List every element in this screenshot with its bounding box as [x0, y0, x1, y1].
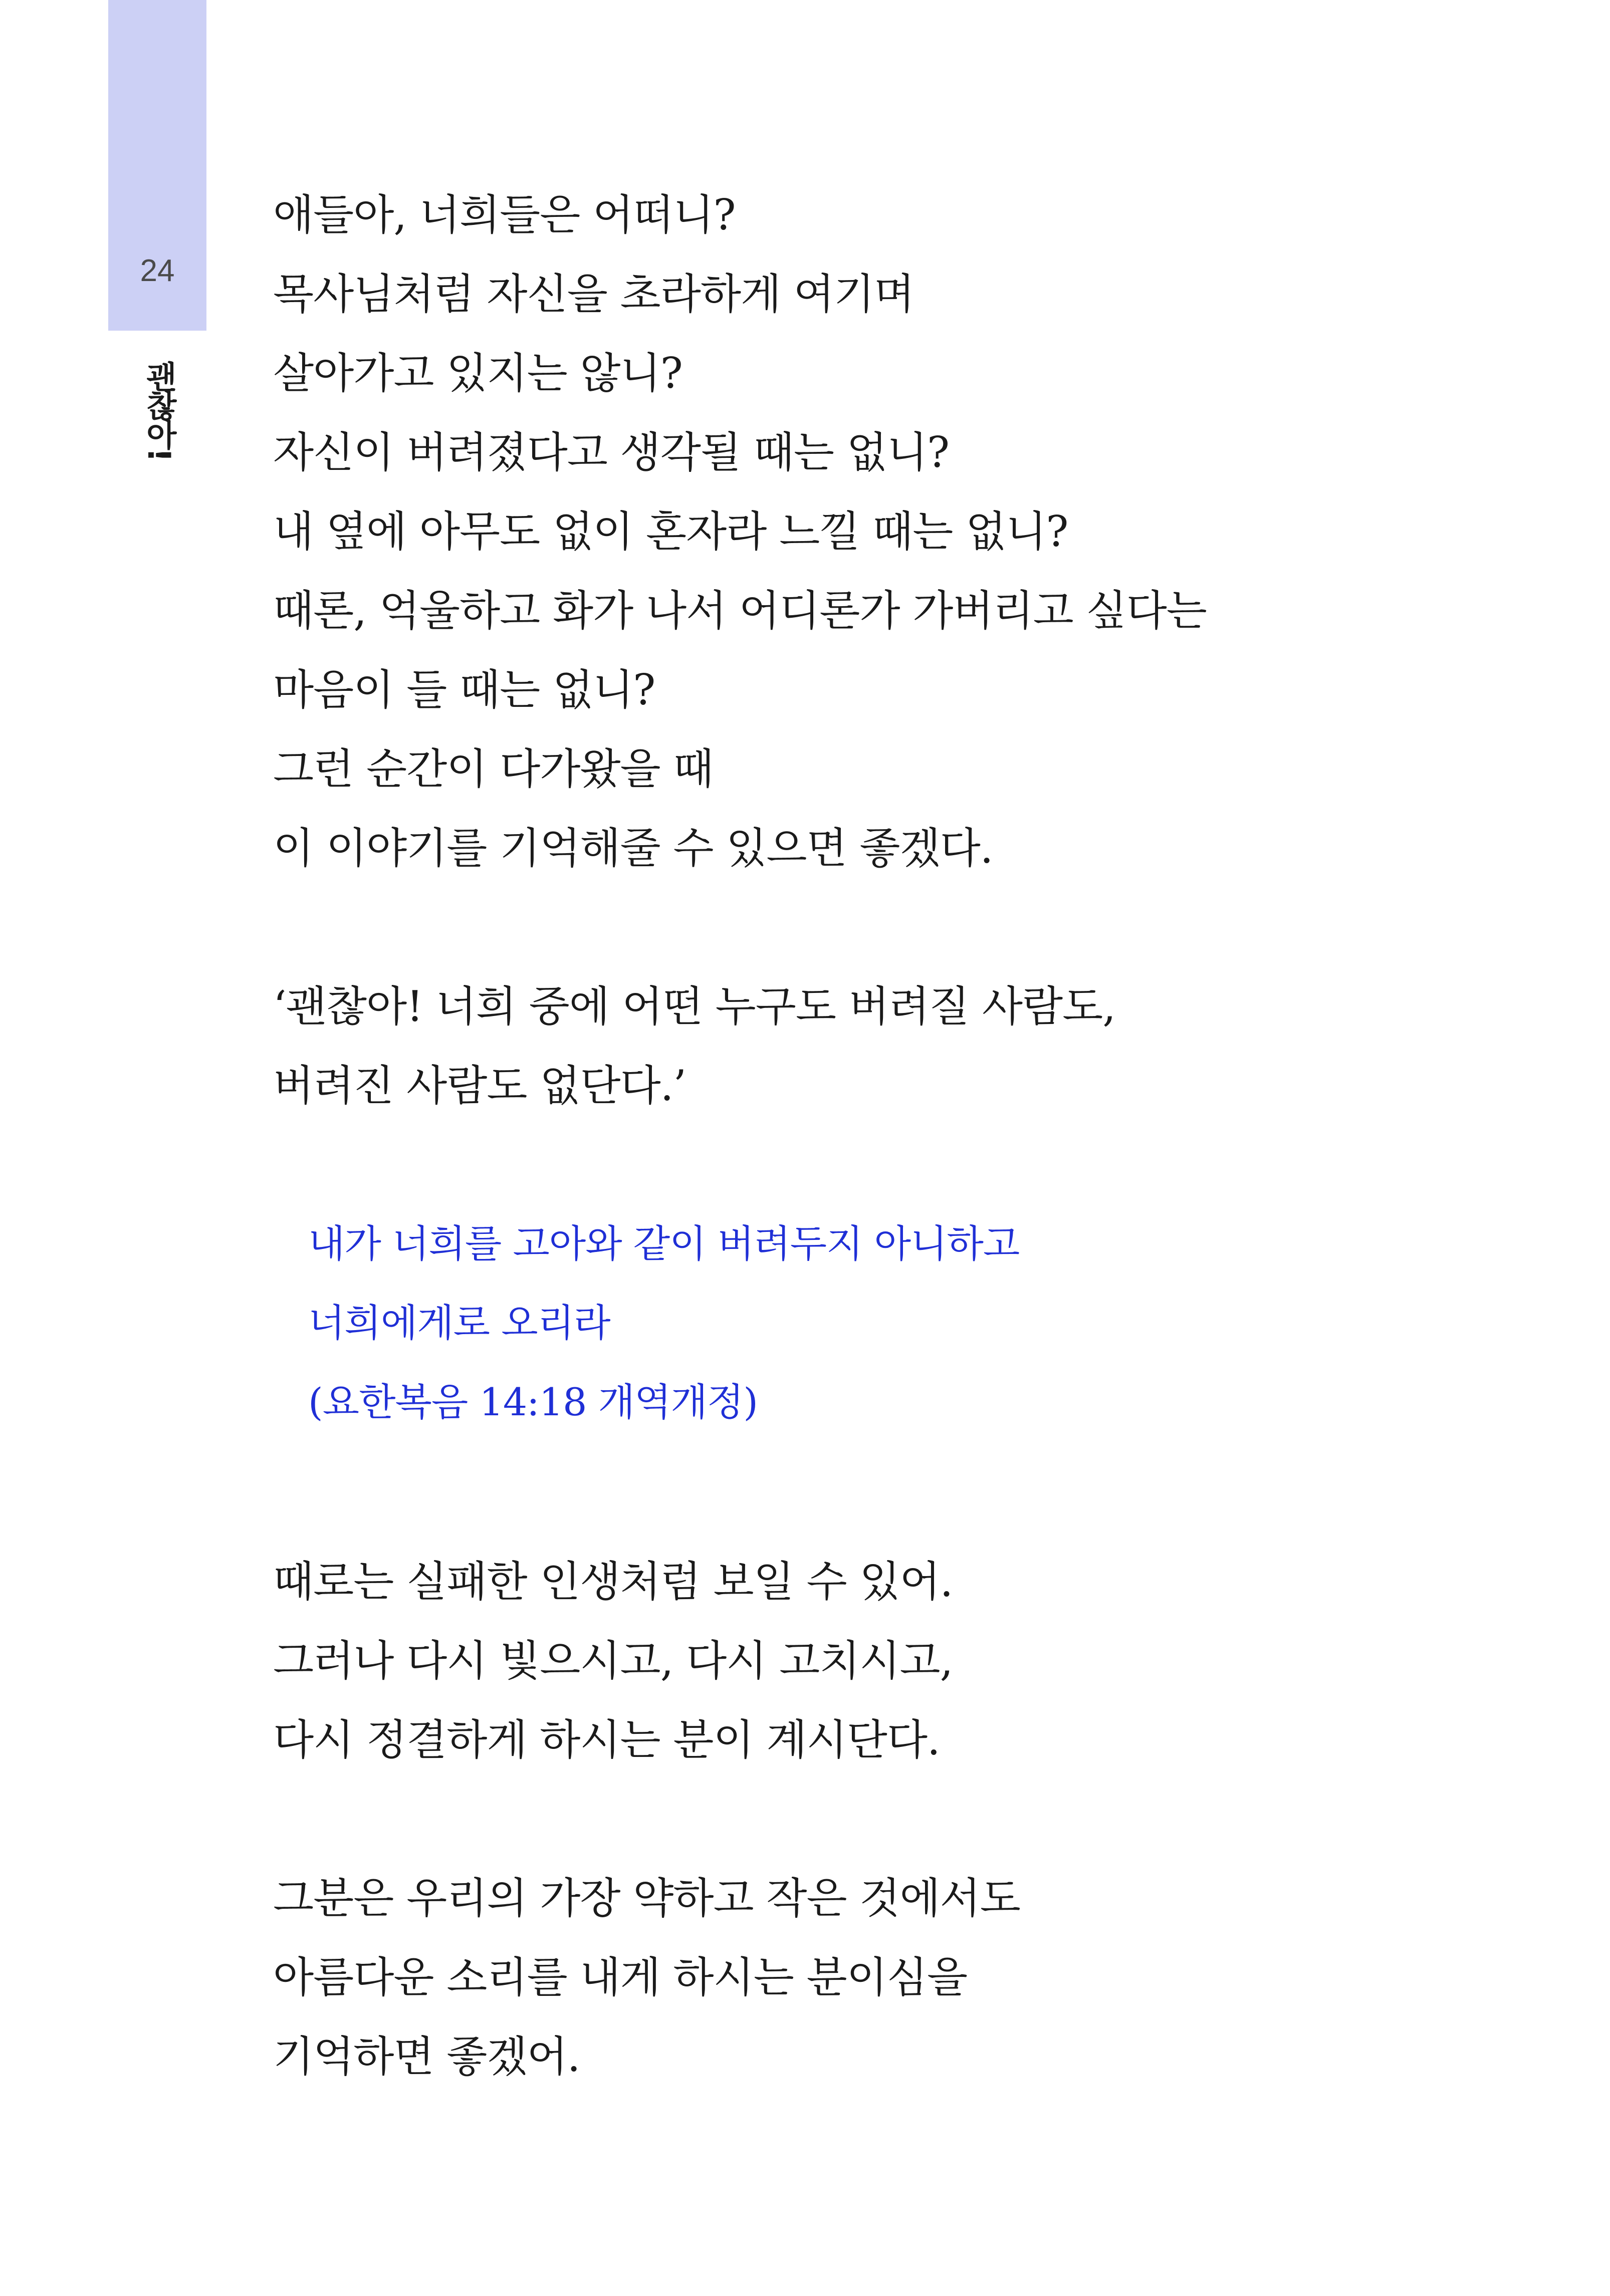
stanza-3 [273, 1542, 1426, 1779]
stanza-4 [273, 1859, 1426, 2096]
text-line: 그런 순간이 다가왔을 때 [273, 744, 714, 794]
stanza-gap [273, 888, 1426, 967]
running-title: 괜찮아! [141, 361, 177, 460]
verse-line: 내가 너희를 고아와 같이 버려두지 아니하고 [308, 1221, 1020, 1266]
stanza-2 [273, 967, 1426, 1125]
verse-line: 너희에게로 오리라 [308, 1301, 610, 1345]
text-line: 다시 정결하게 하시는 분이 계시단다. [273, 1715, 940, 1764]
stanza-gap [273, 1779, 1426, 1859]
body-text [273, 175, 1426, 2096]
text-line: 기억하면 좋겠어. [273, 2032, 580, 2081]
text-line: 이 이야기를 기억해줄 수 있으면 좋겠다. [273, 824, 993, 873]
text-line: 애들아, 너희들은 어떠니? [273, 190, 736, 239]
text-line: 때로는 실패한 인생처럼 보일 수 있어. [273, 1557, 953, 1606]
text-line: 살아가고 있지는 않니? [273, 349, 682, 398]
verse-reference: (요한복음 14:18 개역개정) [308, 1380, 758, 1424]
text-line: 그분은 우리의 가장 약하고 작은 것에서도 [273, 1874, 1020, 1923]
text-line: 목사님처럼 자신을 초라하게 여기며 [273, 270, 914, 319]
page-number: 24 [140, 253, 175, 288]
text-line: 마음이 들 때는 없니? [273, 665, 655, 714]
stanza-gap [273, 1442, 1426, 1542]
stanza-gap [273, 1125, 1426, 1204]
text-line: 내 옆에 아무도 없이 혼자라 느낄 때는 없니? [273, 507, 1068, 556]
text-line: ‘괜찮아! 너희 중에 어떤 누구도 버려질 사람도, [273, 982, 1115, 1031]
text-line: 그러나 다시 빛으시고, 다시 고치시고, [273, 1636, 953, 1685]
stanza-1 [273, 175, 1426, 888]
text-line: 아름다운 소리를 내게 하시는 분이심을 [273, 1953, 968, 2002]
bible-verse [308, 1204, 1426, 1442]
text-line: 자신이 버려졌다고 생각될 때는 없니? [273, 428, 950, 477]
text-line: 버려진 사람도 없단다.’ [273, 1061, 686, 1110]
text-line: 때론, 억울하고 화가 나서 어디론가 가버리고 싶다는 [273, 586, 1207, 635]
